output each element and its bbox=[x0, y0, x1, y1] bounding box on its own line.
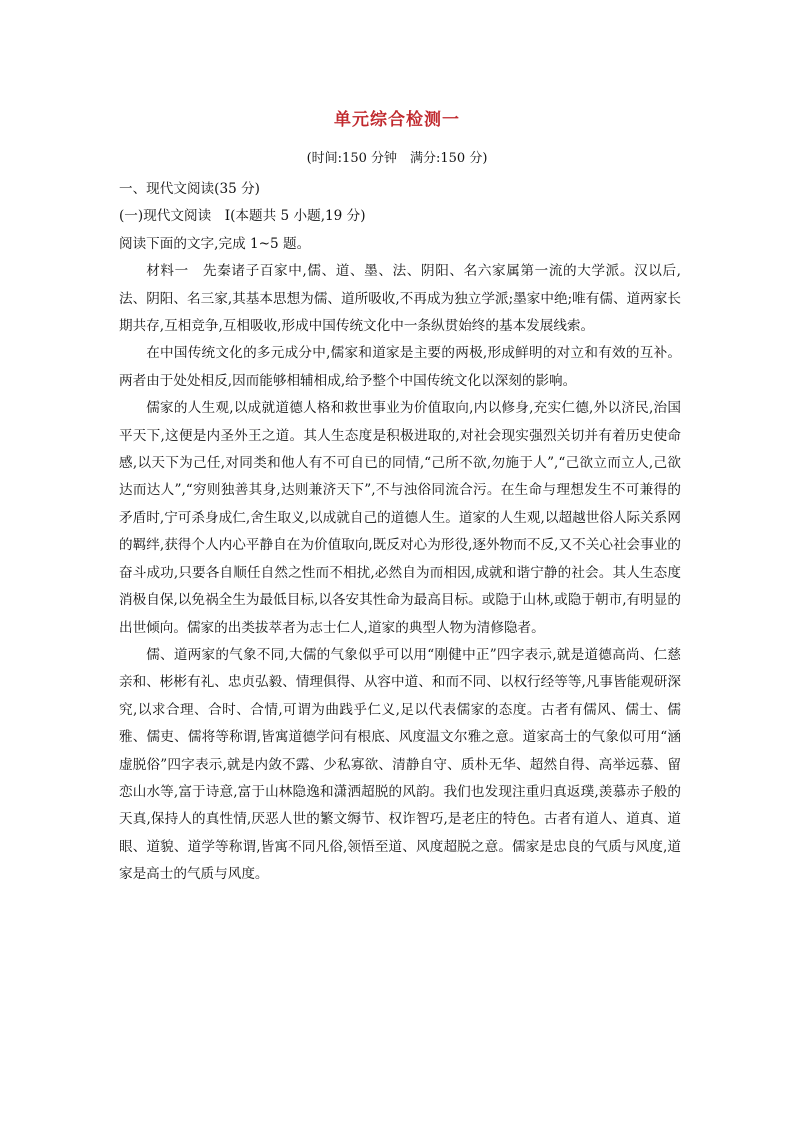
document-title: 单元综合检测一 bbox=[334, 110, 460, 130]
paragraph-temperament: 儒、道两家的气象不同,大儒的气象似乎可以用“刚健中正”四字表示,就是道德高尚、仁慈亲和、彬彬有礼、忠贞弘毅、情理俱得、从容中道、和而不同、以权行经等等,凡事皆能观研深究,以求合理、合时、合情,可谓为曲践乎仁义,足以代表儒家的态度。古者有儒风、儒士、儒雅、儒吏、儒将等称谓,皆寓道德学问有根底、风度温文尔雅之意。道家高士的气象似可用“涵虚脱俗”四字表示,就是内敛不露、少私寡欲、清静自守、质朴无华、超然自得、高举远慕、留恋山水等,富于诗意,富于山林隐逸和潇洒超脱的风韵。我们也发现注重归真返璞,羡慕赤子般的天真,保持人的真性情,厌恶人世的繁文缛节、权诈智巧,是老庄的特色。古者有道人、道真、道眼、道貌、道学等称谓,皆寓不同凡俗,领悟至道、风度超脱之意。儒家是忠良的气质与风度,道家是高士的气质与风度。 bbox=[119, 646, 681, 883]
paragraph-outlook-on-life: 儒家的人生观,以成就道德人格和救世事业为价值取向,内以修身,充实仁德,外以济民,治国平天下,这便是内圣外王之道。其人生态度是积极进取的,对社会现实强烈关切并有着历史使命感,以天下为己任,对同类和他人有不可自已的同情,“己所不欲,勿施于人”,“己欲立而立人,己欲达而达人”,“穷则独善其身,达则兼济天下”,不与浊俗同流合污。在生命与理想发生不可兼得的矛盾时,宁可杀身成仁,舍生取义,以成就自己的道德人生。道家的人生观,以超越世俗人际关系网的羁绊,获得个人内心平静自在为价值取向,既反对心为形役,逐外物而不反,又不关心社会事业的奋斗成功,只要各自顺任自然之性而不相扰,必然自为而相因,成就和谐宁静的社会。其人生态度消极自保,以免祸全生为最低目标,以各安其性命为最高目标。或隐于山林,或隐于朝市,有明显的出世倾向。儒家的出类拔萃者为志士仁人,道家的典型人物为清修隐者。 bbox=[119, 400, 681, 636]
subsection-heading: (一)现代文阅读 Ⅰ(本题共 5 小题,19 分) bbox=[119, 208, 366, 225]
exam-info: (时间:150 分钟 满分:150 分) bbox=[306, 151, 488, 166]
paragraph-two-poles: 在中国传统文化的多元成分中,儒家和道家是主要的两极,形成鲜明的对立和有效的互补。两者由于处处相反,因而能够相辅相成,给予整个中国传统文化以深刻的影响。 bbox=[119, 345, 681, 389]
reading-instruction: 阅读下面的文字,完成 1~5 题。 bbox=[119, 235, 311, 252]
section-heading: 一、现代文阅读(35 分) bbox=[119, 181, 260, 197]
document-body bbox=[119, 176, 681, 889]
paragraph-material-one: 材料一 先秦诸子百家中,儒、道、墨、法、阴阳、名六家属第一流的大学派。汉以后,法、阴阳、名三家,其基本思想为儒、道所吸收,不再成为独立学派;墨家中绝;唯有儒、道两家长期共存,互相竞争,互相吸收,形成中国传统文化中一条纵贯始终的基本发展线索。 bbox=[119, 263, 681, 335]
